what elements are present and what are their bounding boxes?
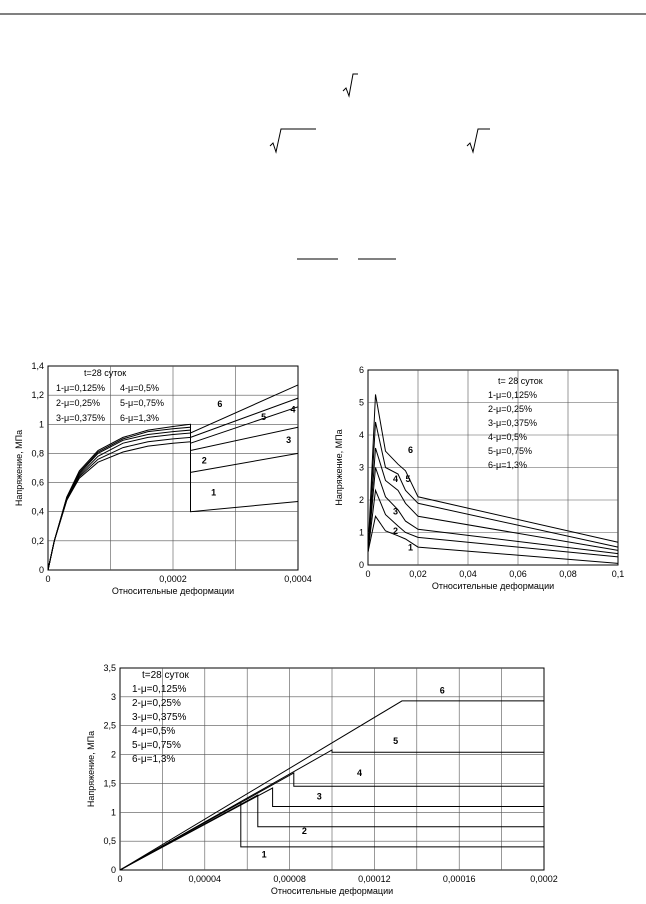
legend-entry: 5-μ=0,75%: [132, 740, 181, 751]
x-axis-title: Относительные деформации: [431, 581, 555, 591]
x-tick-label: 0,00004: [188, 874, 222, 884]
legend-entry: 6-μ=1,3%: [488, 460, 527, 470]
y-tick-label: 1,5: [103, 778, 116, 789]
y-axis-title: Напряжение, МПа: [14, 429, 24, 507]
curve-label-3: 3: [316, 791, 322, 802]
legend-entry: 2-μ=0,25%: [56, 398, 100, 408]
legend-entry: 1-μ=0,125%: [132, 684, 187, 695]
y-tick-label: 2,5: [103, 720, 116, 731]
legend-entry: 2-μ=0,25%: [488, 404, 532, 414]
curve-label-3: 3: [286, 435, 292, 446]
x-axis-title: Относительные деформации: [111, 586, 235, 596]
legend-header: t= 28 суток: [498, 376, 543, 386]
sqrt-sign-1: [343, 74, 358, 96]
y-tick-label: 0: [358, 560, 364, 570]
legend-entry: 5-μ=0,75%: [120, 398, 164, 408]
legend-entry: 6-μ=1,3%: [132, 754, 176, 765]
y-tick-label: 1: [110, 807, 116, 818]
curve-label-6: 6: [407, 444, 414, 455]
curve-label-1: 1: [407, 542, 414, 553]
y-tick-label: 0,5: [103, 836, 116, 847]
x-tick-label: 0: [45, 574, 51, 584]
x-tick-label: 0,00012: [358, 874, 391, 884]
legend-entry: 4-μ=0,5%: [120, 383, 159, 393]
y-tick-label: 4: [358, 430, 364, 440]
curve-label-5: 5: [261, 411, 267, 422]
y-tick-label: 1: [358, 527, 364, 538]
sqrt-sign-2: [270, 129, 316, 152]
y-tick-label: 0: [110, 865, 116, 875]
legend-entry: 4-μ=0,5%: [132, 726, 176, 737]
y-tick-label: 2: [110, 749, 116, 760]
curve-label-6: 6: [217, 398, 223, 409]
x-tick-label: 0,04: [459, 569, 477, 579]
chart-1: [6, 362, 312, 612]
curve-label-2: 2: [392, 526, 399, 537]
y-tick-label: 1,2: [31, 390, 44, 401]
x-tick-label: 0,06: [509, 569, 527, 579]
curve-label-1: 1: [261, 849, 267, 860]
legend-entry: 1-μ=0,125%: [488, 390, 537, 400]
x-axis-title: Относительные деформации: [270, 886, 394, 896]
legend-entry: 3-μ=0,375%: [488, 418, 537, 428]
legend-entry: 1-μ=0,125%: [56, 383, 105, 393]
curve-label-4: 4: [357, 767, 363, 778]
y-tick-label: 0,2: [31, 535, 44, 546]
x-tick-label: 0,1: [611, 569, 625, 579]
chart-3: [80, 658, 558, 904]
curve-label-3: 3: [392, 506, 399, 517]
y-tick-label: 5: [358, 397, 364, 408]
x-tick-label: 0,0002: [159, 574, 187, 584]
curve-label-2: 2: [301, 826, 307, 837]
x-tick-label: 0,0004: [284, 574, 312, 584]
curve-label-5: 5: [393, 736, 399, 747]
curve-label-6: 6: [439, 685, 445, 696]
y-tick-label: 1: [38, 419, 44, 430]
y-tick-label: 6: [358, 365, 364, 375]
x-tick-label: 0,00016: [442, 874, 476, 884]
x-tick-label: 0,00008: [273, 874, 306, 884]
curve-label-4: 4: [392, 474, 399, 485]
y-tick-label: 0,8: [31, 448, 44, 459]
chart-2: [334, 362, 644, 612]
curve-label-2: 2: [201, 455, 207, 466]
x-tick-label: 0,02: [409, 569, 427, 579]
curve-label-5: 5: [405, 474, 411, 485]
x-tick-label: 0: [117, 874, 123, 884]
sqrt-sign-3: [467, 129, 490, 152]
y-tick-label: 3: [358, 462, 364, 473]
y-axis-title: Напряжение, МПа: [334, 429, 344, 506]
y-tick-label: 0,6: [31, 477, 44, 488]
legend-entry: 6-μ=1,3%: [120, 413, 159, 423]
y-tick-label: 0,4: [31, 506, 44, 517]
legend-entry: 3-μ=0,375%: [56, 413, 105, 423]
legend-header: t=28 суток: [142, 670, 189, 681]
legend-entry: 3-μ=0,375%: [132, 712, 187, 723]
y-tick-label: 1,4: [31, 361, 44, 371]
y-tick-label: 2: [358, 495, 364, 505]
y-axis-title: Напряжение, МПа: [86, 730, 96, 808]
y-tick-label: 3,5: [103, 663, 116, 673]
y-tick-label: 3: [110, 691, 116, 702]
legend-entry: 5-μ=0,75%: [488, 446, 532, 456]
curve-label-4: 4: [290, 404, 296, 415]
legend-entry: 4-μ=0,5%: [488, 432, 527, 442]
x-tick-label: 0: [365, 569, 371, 579]
curve-label-1: 1: [211, 487, 217, 498]
y-tick-label: 0: [38, 565, 44, 575]
legend-entry: 2-μ=0,25%: [132, 698, 181, 709]
legend-header: t=28 суток: [84, 368, 127, 378]
x-tick-label: 0,08: [559, 569, 577, 579]
x-tick-label: 0,0002: [530, 874, 558, 884]
